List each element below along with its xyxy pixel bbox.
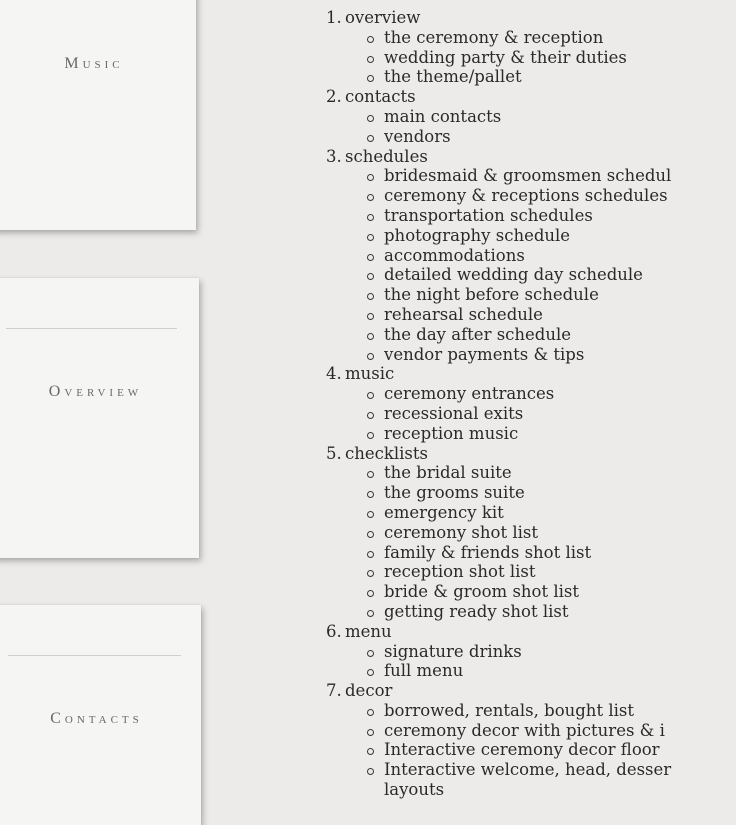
toc-item[interactable]: Interactive welcome, head, desser — [326, 760, 736, 780]
toc-item[interactable]: recessional exits — [326, 404, 736, 424]
toc-item[interactable]: transportation schedules — [326, 206, 736, 226]
toc-item[interactable]: the theme/pallet — [326, 67, 736, 87]
toc-item[interactable]: ceremony & receptions schedules — [326, 186, 736, 206]
toc-item[interactable]: photography schedule — [326, 226, 736, 246]
toc-item[interactable]: getting ready shot list — [326, 602, 736, 622]
toc-sub-list — [326, 28, 736, 87]
toc-section-heading[interactable] — [326, 147, 736, 167]
toc-item-continuation: layouts — [384, 780, 445, 800]
toc-item[interactable]: main contacts — [326, 107, 736, 127]
toc-section-heading[interactable] — [326, 87, 736, 107]
page-card-contacts[interactable] — [0, 605, 201, 825]
toc-section-number: 1. — [326, 8, 342, 27]
toc-item[interactable]: family & friends shot list — [326, 543, 736, 563]
toc-item[interactable]: the night before schedule — [326, 285, 736, 305]
toc-item[interactable]: reception shot list — [326, 562, 736, 582]
toc-section-title: overview — [345, 8, 421, 27]
toc-sub-list — [326, 166, 736, 364]
toc-item[interactable]: full menu — [326, 661, 736, 681]
toc-section — [326, 444, 736, 622]
toc-item[interactable]: accommodations — [326, 246, 736, 266]
page-thumbnails — [0, 0, 210, 800]
toc-item[interactable]: bridesmaid & groomsmen schedul — [326, 166, 736, 186]
toc-item[interactable]: the ceremony & reception — [326, 28, 736, 48]
toc-sub-list — [326, 384, 736, 443]
toc-section-title: contacts — [345, 87, 416, 107]
toc-section — [326, 364, 736, 443]
card-title-contacts: Contacts — [50, 710, 143, 727]
toc-item[interactable]: reception music — [326, 424, 736, 444]
toc-section-heading[interactable] — [326, 444, 736, 464]
toc-item[interactable]: borrowed, rentals, bought list — [326, 701, 736, 721]
toc-item[interactable]: ceremony decor with pictures & i — [326, 721, 736, 741]
toc-section-title: music — [345, 364, 395, 384]
toc-sub-list — [326, 107, 736, 147]
toc-section — [326, 8, 736, 87]
card-divider — [6, 328, 177, 329]
toc-item[interactable]: rehearsal schedule — [326, 305, 736, 325]
toc-item[interactable]: Interactive ceremony decor floor — [326, 740, 736, 760]
toc-item[interactable]: bride & groom shot list — [326, 582, 736, 602]
toc-item[interactable]: detailed wedding day schedule — [326, 265, 736, 285]
toc-item[interactable]: ceremony shot list — [326, 523, 736, 543]
toc-section-heading[interactable] — [326, 364, 736, 384]
toc-section — [326, 681, 736, 800]
toc-section-number: 2. — [326, 87, 342, 107]
toc-section-title: checklists — [345, 443, 428, 463]
toc-section-heading[interactable] — [326, 8, 736, 28]
toc-section-number: 3. — [326, 146, 342, 166]
toc-item[interactable]: vendors — [326, 127, 736, 147]
toc-section-number: 6. — [326, 621, 342, 641]
page-card-music[interactable] — [0, 0, 196, 230]
toc-item[interactable]: the day after schedule — [326, 325, 736, 345]
toc-section-title: menu — [345, 621, 392, 641]
toc-sub-list — [326, 463, 736, 621]
toc-section-title: decor — [345, 681, 393, 701]
toc-section-title: schedules — [345, 146, 428, 166]
toc-section — [326, 87, 736, 146]
toc-item[interactable]: vendor payments & tips — [326, 345, 736, 365]
toc-section-heading[interactable] — [326, 681, 736, 701]
toc-item[interactable]: the grooms suite — [326, 483, 736, 503]
card-divider — [8, 655, 181, 656]
toc-item[interactable]: wedding party & their duties — [326, 48, 736, 68]
toc-section-heading[interactable] — [326, 622, 736, 642]
toc-sub-list — [326, 701, 736, 800]
table-of-contents — [326, 8, 736, 800]
toc-sub-list — [326, 642, 736, 682]
card-title-music: Music — [64, 55, 124, 72]
toc-item[interactable]: signature drinks — [326, 642, 736, 662]
card-title-overview: Overview — [48, 383, 143, 400]
toc-section — [326, 622, 736, 681]
toc-section-number: 7. — [326, 681, 342, 701]
toc-section-number: 5. — [326, 443, 342, 463]
toc-item[interactable]: the bridal suite — [326, 463, 736, 483]
toc-item[interactable]: ceremony entrances — [326, 384, 736, 404]
toc-item[interactable]: emergency kit — [326, 503, 736, 523]
page-card-overview[interactable] — [0, 278, 199, 558]
toc-section-number: 4. — [326, 364, 342, 384]
toc-section — [326, 147, 736, 365]
